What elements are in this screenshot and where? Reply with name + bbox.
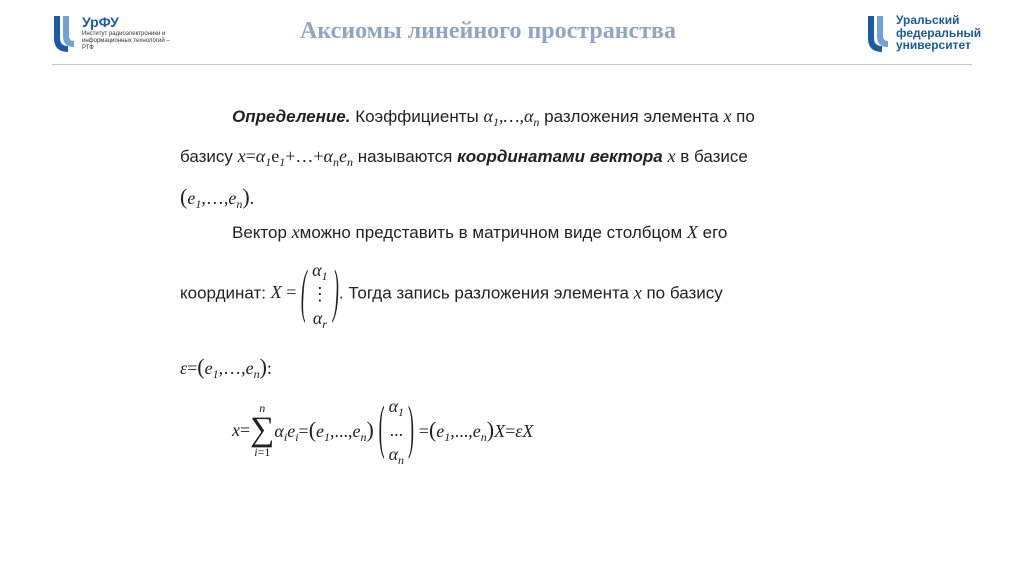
formula-x: x xyxy=(723,106,732,126)
text-span: по базису xyxy=(641,283,723,303)
text-span: по xyxy=(731,107,755,126)
formula-sum: x= xyxy=(232,419,251,440)
text-span: разложения элемента xyxy=(539,107,724,126)
definition-line-2 xyxy=(180,146,748,167)
formula-expansion: $x=\alpha_1e_1+\dots+\alpha_ne_n$ xyxy=(237,146,353,169)
vector-line-2 xyxy=(180,258,723,330)
formula-epsilon-basis: $\varepsilon=(e_1,\dots,e_n)$: xyxy=(180,354,272,381)
urfu-u-icon-right xyxy=(866,14,892,54)
vector-line-1 xyxy=(232,222,727,243)
formula-x: x xyxy=(633,282,642,303)
text-span: . Тогда запись разложения элемента xyxy=(338,283,634,303)
text-span: базису xyxy=(180,147,238,166)
definition-line-1 xyxy=(232,106,755,127)
urfu-logo-left xyxy=(52,14,170,58)
text-span: называются xyxy=(353,147,458,166)
header-divider xyxy=(52,64,972,65)
university-name-line-2: федеральный xyxy=(896,25,982,40)
formula-alpha-list: $\alpha_1,\dots,\alpha_n$ xyxy=(483,106,540,129)
text-span: в базисе xyxy=(675,147,748,166)
urfu-u-icon xyxy=(52,14,78,54)
text-span: можно представить в матричном виде столбцом xyxy=(299,223,687,242)
university-name-line-1: Уральский xyxy=(896,13,960,27)
urfu-logo-right xyxy=(866,12,986,58)
formula-sum-body: $\alpha_ie_i=(e_1,...,e_n)$ xyxy=(274,417,374,444)
text-span: Вектор xyxy=(232,223,292,242)
text-span: координат: xyxy=(180,283,271,303)
slide-header xyxy=(0,0,1024,66)
page-title: Аксиомы линейного пространства xyxy=(300,18,676,44)
formula-x: x xyxy=(291,222,300,242)
urfu-logo-title: УрФУ xyxy=(82,14,119,30)
formula-X-matrix: X = ( $\alpha_1$ ⋮ $\alpha_r$ ) xyxy=(270,257,339,331)
formula-result: $=(e_1,...,e_n)X=\varepsilon X$ xyxy=(418,417,534,444)
text-span: Коэффициенты xyxy=(350,107,484,126)
formula-x: x xyxy=(667,146,676,166)
definition-line-3 xyxy=(180,184,254,210)
sum-symbol: n ∑ i=1 xyxy=(250,401,275,459)
formula-X: X xyxy=(686,222,698,242)
definition-label: Определение. xyxy=(232,107,351,126)
formula-column: ( $\alpha_1$ ... $\alpha_n$ ) xyxy=(378,394,415,467)
expansion-formula xyxy=(232,394,533,466)
coordinates-term: координатами вектора xyxy=(457,147,663,166)
university-name-line-3: университет xyxy=(896,38,971,52)
urfu-logo-subtitle: Институт радиоэлектроники и информационных технологий – РТФ xyxy=(82,31,170,51)
university-name xyxy=(896,14,981,52)
basis-epsilon-line xyxy=(180,354,272,380)
text-span: его xyxy=(697,223,728,242)
formula-basis: $(e_1,\dots,e_n)$. xyxy=(180,184,255,211)
